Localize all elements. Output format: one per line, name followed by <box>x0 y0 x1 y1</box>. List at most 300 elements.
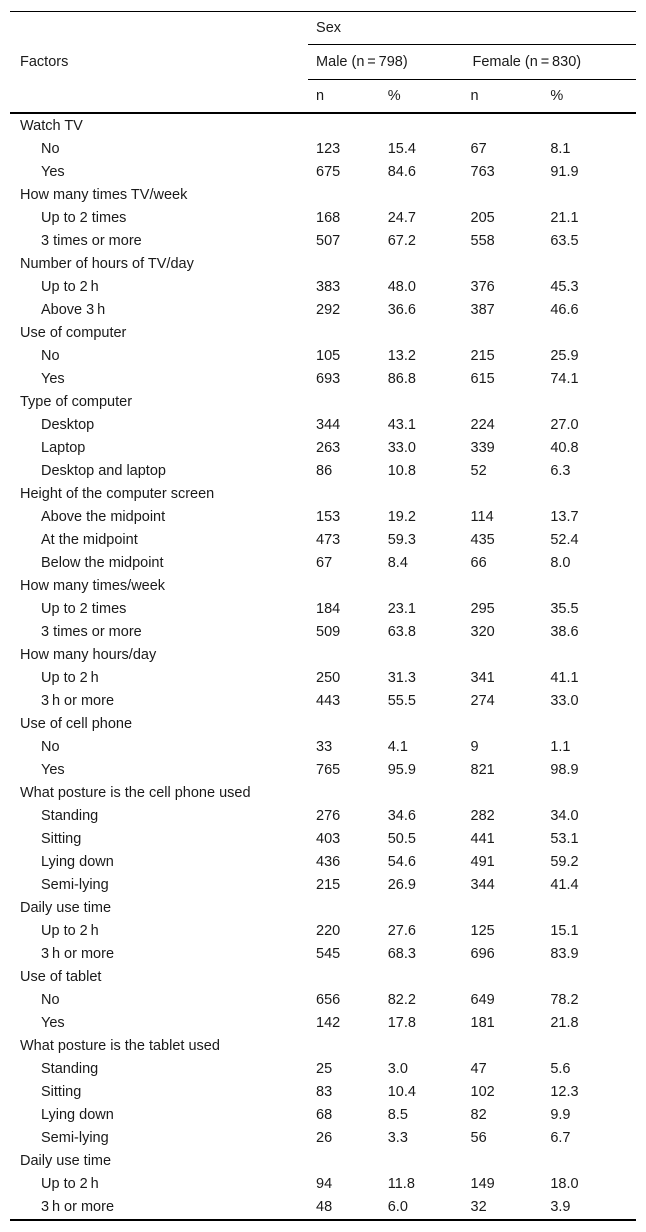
row-label: Sitting <box>41 831 82 847</box>
row-label: Standing <box>41 1061 99 1077</box>
female-pct-cell: 25.9 <box>550 348 579 364</box>
row-label: Desktop and laptop <box>41 463 166 479</box>
male-pct-cell <box>388 713 463 736</box>
table-row <box>10 1058 636 1081</box>
section-row <box>10 253 636 276</box>
male-pct-cell <box>388 897 463 920</box>
male-pct-cell: 33.0 <box>387 440 416 456</box>
row-label: Desktop <box>41 417 95 433</box>
table-row <box>10 667 636 690</box>
female-pct-cell <box>550 1150 636 1173</box>
table-row <box>10 1196 636 1220</box>
male-n-cell: 25 <box>316 1061 333 1077</box>
row-label: Sitting <box>41 1084 82 1100</box>
table-row <box>10 874 636 897</box>
male-n-cell: 215 <box>316 877 341 893</box>
row-label: Yes <box>41 164 65 180</box>
section-label: How many times TV/week <box>20 187 188 203</box>
female-pct-cell <box>550 391 636 414</box>
female-n-cell: 491 <box>470 854 495 870</box>
female-pct-cell <box>550 897 636 920</box>
male-pct-header: % <box>388 80 463 114</box>
female-pct-cell: 38.6 <box>550 624 579 640</box>
male-pct-cell <box>388 483 463 506</box>
male-pct-cell <box>388 1150 463 1173</box>
table-row <box>10 851 636 874</box>
male-n-cell: 250 <box>316 670 341 686</box>
male-pct-cell: 50.5 <box>387 831 416 847</box>
table-row <box>10 805 636 828</box>
female-pct-cell: 40.8 <box>550 440 579 456</box>
female-n-cell: 215 <box>470 348 495 364</box>
male-pct-cell <box>388 782 463 805</box>
female-pct-cell: 59.2 <box>550 854 579 870</box>
female-pct-cell: 27.0 <box>550 417 579 433</box>
male-n-cell <box>308 253 388 276</box>
table-row <box>10 529 636 552</box>
female-n-cell <box>463 897 551 920</box>
female-pct-cell: 63.5 <box>550 233 579 249</box>
female-n-cell: 441 <box>470 831 495 847</box>
female-pct-cell: 33.0 <box>550 693 579 709</box>
male-n-cell <box>308 113 388 138</box>
female-pct-cell: 21.8 <box>550 1015 579 1031</box>
male-n-cell: 383 <box>316 279 341 295</box>
row-label: No <box>41 739 60 755</box>
table-row <box>10 1081 636 1104</box>
section-label: Height of the computer screen <box>20 486 215 502</box>
male-n-cell <box>308 644 388 667</box>
table-row <box>10 460 636 483</box>
male-pct-cell <box>388 184 463 207</box>
section-row <box>10 713 636 736</box>
female-n-cell: 56 <box>470 1130 487 1146</box>
male-n-cell: 656 <box>316 992 341 1008</box>
section-label: Watch TV <box>20 118 83 134</box>
male-pct-cell: 84.6 <box>387 164 416 180</box>
section-label: Use of tablet <box>20 969 102 985</box>
header-row-group <box>10 12 636 45</box>
female-pct-cell: 5.6 <box>550 1061 571 1077</box>
row-label: Lying down <box>41 1107 114 1123</box>
row-label: Up to 2 times <box>41 601 127 617</box>
female-n-cell <box>463 322 551 345</box>
male-pct-cell: 67.2 <box>387 233 416 249</box>
section-row <box>10 575 636 598</box>
section-row <box>10 1035 636 1058</box>
male-header: Male (n = 798) <box>308 45 462 80</box>
male-pct-cell <box>388 644 463 667</box>
female-pct-cell: 35.5 <box>550 601 579 617</box>
female-pct-cell: 6.7 <box>550 1130 571 1146</box>
row-label: Up to 2 times <box>41 210 127 226</box>
section-row <box>10 113 636 138</box>
female-n-cell: 376 <box>470 279 495 295</box>
female-n-cell <box>463 184 551 207</box>
male-pct-cell <box>388 1035 463 1058</box>
male-n-cell: 184 <box>316 601 341 617</box>
female-pct-cell: 41.1 <box>550 670 579 686</box>
row-label: At the midpoint <box>41 532 138 548</box>
female-n-cell <box>463 483 551 506</box>
female-n-cell: 295 <box>470 601 495 617</box>
row-label: 3 h or more <box>41 946 115 962</box>
male-pct-cell: 4.1 <box>387 739 408 755</box>
table-row <box>10 1012 636 1035</box>
female-pct-cell <box>550 253 636 276</box>
female-pct-cell: 15.1 <box>550 923 579 939</box>
table-row <box>10 345 636 368</box>
male-n-cell <box>308 184 388 207</box>
table-row <box>10 736 636 759</box>
female-pct-cell: 83.9 <box>550 946 579 962</box>
section-label: How many hours/day <box>20 647 157 663</box>
male-n-header: n <box>308 80 388 114</box>
male-n-cell: 436 <box>316 854 341 870</box>
section-row <box>10 322 636 345</box>
section-row <box>10 897 636 920</box>
male-n-cell <box>308 391 388 414</box>
section-row <box>10 782 636 805</box>
table-row <box>10 414 636 437</box>
male-n-cell: 693 <box>316 371 341 387</box>
male-pct-cell <box>388 966 463 989</box>
section-row <box>10 483 636 506</box>
female-pct-cell: 74.1 <box>550 371 579 387</box>
factors-by-sex-table <box>10 11 636 1221</box>
female-n-cell: 9 <box>470 739 479 755</box>
female-n-cell: 763 <box>470 164 495 180</box>
male-n-cell: 292 <box>316 302 341 318</box>
female-n-cell: 387 <box>470 302 495 318</box>
female-header: Female (n = 830) <box>463 45 636 80</box>
female-pct-cell <box>550 322 636 345</box>
table-row <box>10 598 636 621</box>
table-row <box>10 299 636 322</box>
row-label: Up to 2 h <box>41 279 99 295</box>
female-n-cell <box>463 391 551 414</box>
male-n-cell: 168 <box>316 210 341 226</box>
table-row <box>10 621 636 644</box>
male-pct-cell: 17.8 <box>387 1015 416 1031</box>
row-label: Semi-lying <box>41 1130 109 1146</box>
female-pct-cell: 6.3 <box>550 463 571 479</box>
male-n-cell: 263 <box>316 440 341 456</box>
table-row <box>10 437 636 460</box>
male-pct-cell: 36.6 <box>387 302 416 318</box>
male-pct-cell: 19.2 <box>387 509 416 525</box>
male-n-cell <box>308 483 388 506</box>
female-n-cell: 344 <box>470 877 495 893</box>
female-n-cell: 320 <box>470 624 495 640</box>
female-n-cell <box>463 253 551 276</box>
female-pct-cell: 78.2 <box>550 992 579 1008</box>
table-row <box>10 1127 636 1150</box>
female-pct-header: % <box>550 80 636 114</box>
male-n-cell: 26 <box>316 1130 333 1146</box>
female-pct-cell <box>550 966 636 989</box>
male-pct-cell <box>388 391 463 414</box>
female-pct-cell <box>550 483 636 506</box>
female-pct-cell: 12.3 <box>550 1084 579 1100</box>
female-n-cell: 114 <box>470 509 494 525</box>
male-n-cell <box>308 1150 388 1173</box>
female-pct-cell: 9.9 <box>550 1107 571 1123</box>
female-n-cell: 149 <box>470 1176 495 1192</box>
table-row <box>10 138 636 161</box>
row-label: No <box>41 141 60 157</box>
female-pct-cell: 21.1 <box>550 210 579 226</box>
male-pct-cell: 23.1 <box>387 601 416 617</box>
female-pct-cell <box>550 713 636 736</box>
male-pct-cell: 82.2 <box>387 992 416 1008</box>
female-pct-cell: 1.1 <box>550 739 571 755</box>
factors-header: Factors <box>10 12 308 114</box>
row-label: Lying down <box>41 854 114 870</box>
male-n-cell: 276 <box>316 808 341 824</box>
female-n-cell <box>463 966 551 989</box>
female-pct-cell <box>550 1035 636 1058</box>
table-row <box>10 1173 636 1196</box>
row-label: Above 3 h <box>41 302 106 318</box>
male-n-cell: 473 <box>316 532 341 548</box>
female-pct-cell: 13.7 <box>550 509 579 525</box>
row-label: Above the midpoint <box>41 509 166 525</box>
male-pct-cell: 48.0 <box>387 279 416 295</box>
section-label: Type of computer <box>20 394 133 410</box>
male-n-cell: 344 <box>316 417 341 433</box>
row-label: Up to 2 h <box>41 923 99 939</box>
row-label: Laptop <box>41 440 86 456</box>
male-n-cell: 68 <box>316 1107 333 1123</box>
male-n-cell: 94 <box>316 1176 333 1192</box>
male-n-cell: 67 <box>316 555 333 571</box>
male-pct-cell <box>388 575 463 598</box>
table-header <box>10 12 636 114</box>
section-row <box>10 391 636 414</box>
female-n-cell <box>463 1035 551 1058</box>
male-pct-cell: 31.3 <box>387 670 416 686</box>
male-pct-cell: 54.6 <box>387 854 416 870</box>
female-n-cell <box>463 644 551 667</box>
male-pct-cell <box>388 253 463 276</box>
male-pct-cell: 86.8 <box>387 371 416 387</box>
male-pct-cell: 59.3 <box>387 532 416 548</box>
row-label: Up to 2 h <box>41 1176 99 1192</box>
male-n-cell <box>308 1035 388 1058</box>
section-label: Daily use time <box>20 1153 112 1169</box>
table-row <box>10 161 636 184</box>
section-label: What posture is the cell phone used <box>20 785 251 801</box>
section-label: What posture is the tablet used <box>20 1038 220 1054</box>
female-n-cell: 224 <box>470 417 495 433</box>
section-label: Daily use time <box>20 900 112 916</box>
table-row <box>10 989 636 1012</box>
male-pct-cell: 55.5 <box>387 693 416 709</box>
male-pct-cell: 95.9 <box>387 762 416 778</box>
female-pct-cell <box>550 184 636 207</box>
male-n-cell: 142 <box>316 1015 341 1031</box>
female-n-cell <box>463 575 551 598</box>
male-n-cell: 86 <box>316 463 333 479</box>
female-n-cell: 558 <box>470 233 495 249</box>
female-pct-cell: 34.0 <box>550 808 579 824</box>
table-row <box>10 759 636 782</box>
table-row <box>10 690 636 713</box>
male-pct-cell: 24.7 <box>387 210 416 226</box>
row-label: Yes <box>41 371 65 387</box>
male-pct-cell: 63.8 <box>387 624 416 640</box>
row-label: No <box>41 992 60 1008</box>
section-row <box>10 1150 636 1173</box>
table-row <box>10 368 636 391</box>
female-n-cell <box>463 113 551 138</box>
male-pct-cell: 13.2 <box>387 348 416 364</box>
section-label: Use of computer <box>20 325 127 341</box>
female-n-cell: 339 <box>470 440 495 456</box>
female-n-cell: 435 <box>470 532 495 548</box>
male-n-cell: 675 <box>316 164 341 180</box>
male-pct-cell: 11.8 <box>387 1176 415 1192</box>
female-n-cell: 47 <box>470 1061 487 1077</box>
male-n-cell: 105 <box>316 348 341 364</box>
row-label: 3 h or more <box>41 693 115 709</box>
row-label: 3 h or more <box>10 1196 308 1220</box>
male-n-cell: 33 <box>316 739 333 755</box>
female-n-cell: 102 <box>470 1084 495 1100</box>
section-row <box>10 644 636 667</box>
female-n-cell: 66 <box>470 555 487 571</box>
male-pct-cell: 3.3 <box>387 1130 408 1146</box>
male-pct-cell: 8.4 <box>387 555 408 571</box>
row-label: 3 times or more <box>41 233 142 249</box>
female-n-cell <box>463 713 551 736</box>
row-label: Yes <box>41 762 65 778</box>
female-pct-cell: 46.6 <box>550 302 579 318</box>
male-pct-cell: 68.3 <box>387 946 416 962</box>
female-n-cell: 274 <box>470 693 495 709</box>
male-n-cell <box>308 713 388 736</box>
male-n-cell <box>308 782 388 805</box>
female-n-cell: 32 <box>463 1196 551 1220</box>
table-row <box>10 506 636 529</box>
female-n-cell: 696 <box>470 946 495 962</box>
male-n-cell: 545 <box>316 946 341 962</box>
table-row <box>10 920 636 943</box>
female-pct-cell: 8.0 <box>550 555 571 571</box>
male-pct-cell: 10.4 <box>387 1084 416 1100</box>
section-row <box>10 184 636 207</box>
male-n-cell: 48 <box>308 1196 388 1220</box>
female-n-cell: 181 <box>470 1015 495 1031</box>
table-body <box>10 113 636 1220</box>
female-n-cell: 67 <box>470 141 487 157</box>
female-n-cell: 341 <box>470 670 495 686</box>
female-n-cell: 282 <box>470 808 495 824</box>
row-label: Yes <box>41 1015 65 1031</box>
male-pct-cell <box>388 113 463 138</box>
female-pct-cell <box>550 782 636 805</box>
male-n-cell: 220 <box>316 923 341 939</box>
male-n-cell: 83 <box>316 1084 333 1100</box>
female-n-cell: 52 <box>470 463 487 479</box>
row-label: Below the midpoint <box>41 555 164 571</box>
male-pct-cell: 6.0 <box>388 1196 463 1220</box>
table-row <box>10 943 636 966</box>
male-pct-cell: 3.0 <box>387 1061 408 1077</box>
male-n-cell <box>308 322 388 345</box>
male-pct-cell: 26.9 <box>387 877 416 893</box>
female-pct-cell: 53.1 <box>550 831 579 847</box>
female-pct-cell: 52.4 <box>550 532 579 548</box>
section-label: How many times/week <box>20 578 166 594</box>
table-row <box>10 276 636 299</box>
male-pct-cell: 8.5 <box>387 1107 408 1123</box>
female-n-cell: 125 <box>470 923 495 939</box>
table-row <box>10 552 636 575</box>
female-pct-cell <box>550 644 636 667</box>
table-row <box>10 1104 636 1127</box>
row-label: Semi-lying <box>41 877 109 893</box>
female-pct-cell: 41.4 <box>550 877 579 893</box>
male-n-cell: 403 <box>316 831 341 847</box>
section-label: Number of hours of TV/day <box>20 256 194 272</box>
section-row <box>10 966 636 989</box>
female-n-cell: 649 <box>470 992 495 1008</box>
male-pct-cell <box>388 322 463 345</box>
male-n-cell: 153 <box>316 509 341 525</box>
female-pct-cell: 3.9 <box>550 1196 636 1220</box>
female-n-cell <box>463 1150 551 1173</box>
female-n-cell <box>463 782 551 805</box>
male-n-cell <box>308 897 388 920</box>
male-n-cell: 509 <box>316 624 341 640</box>
male-n-cell: 123 <box>316 141 341 157</box>
table-row <box>10 828 636 851</box>
female-pct-cell <box>550 575 636 598</box>
female-n-header: n <box>463 80 551 114</box>
female-pct-cell: 45.3 <box>550 279 579 295</box>
male-pct-cell: 10.8 <box>387 463 416 479</box>
male-pct-cell: 34.6 <box>387 808 416 824</box>
female-n-cell: 615 <box>470 371 495 387</box>
male-n-cell <box>308 575 388 598</box>
male-n-cell: 443 <box>316 693 341 709</box>
row-label: Up to 2 h <box>41 670 99 686</box>
section-label: Use of cell phone <box>20 716 133 732</box>
row-label: No <box>41 348 60 364</box>
female-pct-cell: 91.9 <box>550 164 579 180</box>
male-n-cell: 507 <box>316 233 341 249</box>
female-pct-cell: 18.0 <box>550 1176 579 1192</box>
table-row <box>10 207 636 230</box>
male-pct-cell: 15.4 <box>387 141 416 157</box>
row-label: 3 times or more <box>41 624 142 640</box>
female-pct-cell: 98.9 <box>550 762 579 778</box>
female-pct-cell <box>550 113 636 138</box>
male-pct-cell: 27.6 <box>387 923 416 939</box>
female-n-cell: 821 <box>470 762 495 778</box>
table-row <box>10 230 636 253</box>
female-n-cell: 205 <box>470 210 495 226</box>
sex-group-header: Sex <box>308 12 636 45</box>
row-label: Standing <box>41 808 99 824</box>
male-n-cell <box>308 966 388 989</box>
female-n-cell: 82 <box>470 1107 487 1123</box>
female-pct-cell: 8.1 <box>550 141 571 157</box>
male-n-cell: 765 <box>316 762 341 778</box>
male-pct-cell: 43.1 <box>387 417 416 433</box>
